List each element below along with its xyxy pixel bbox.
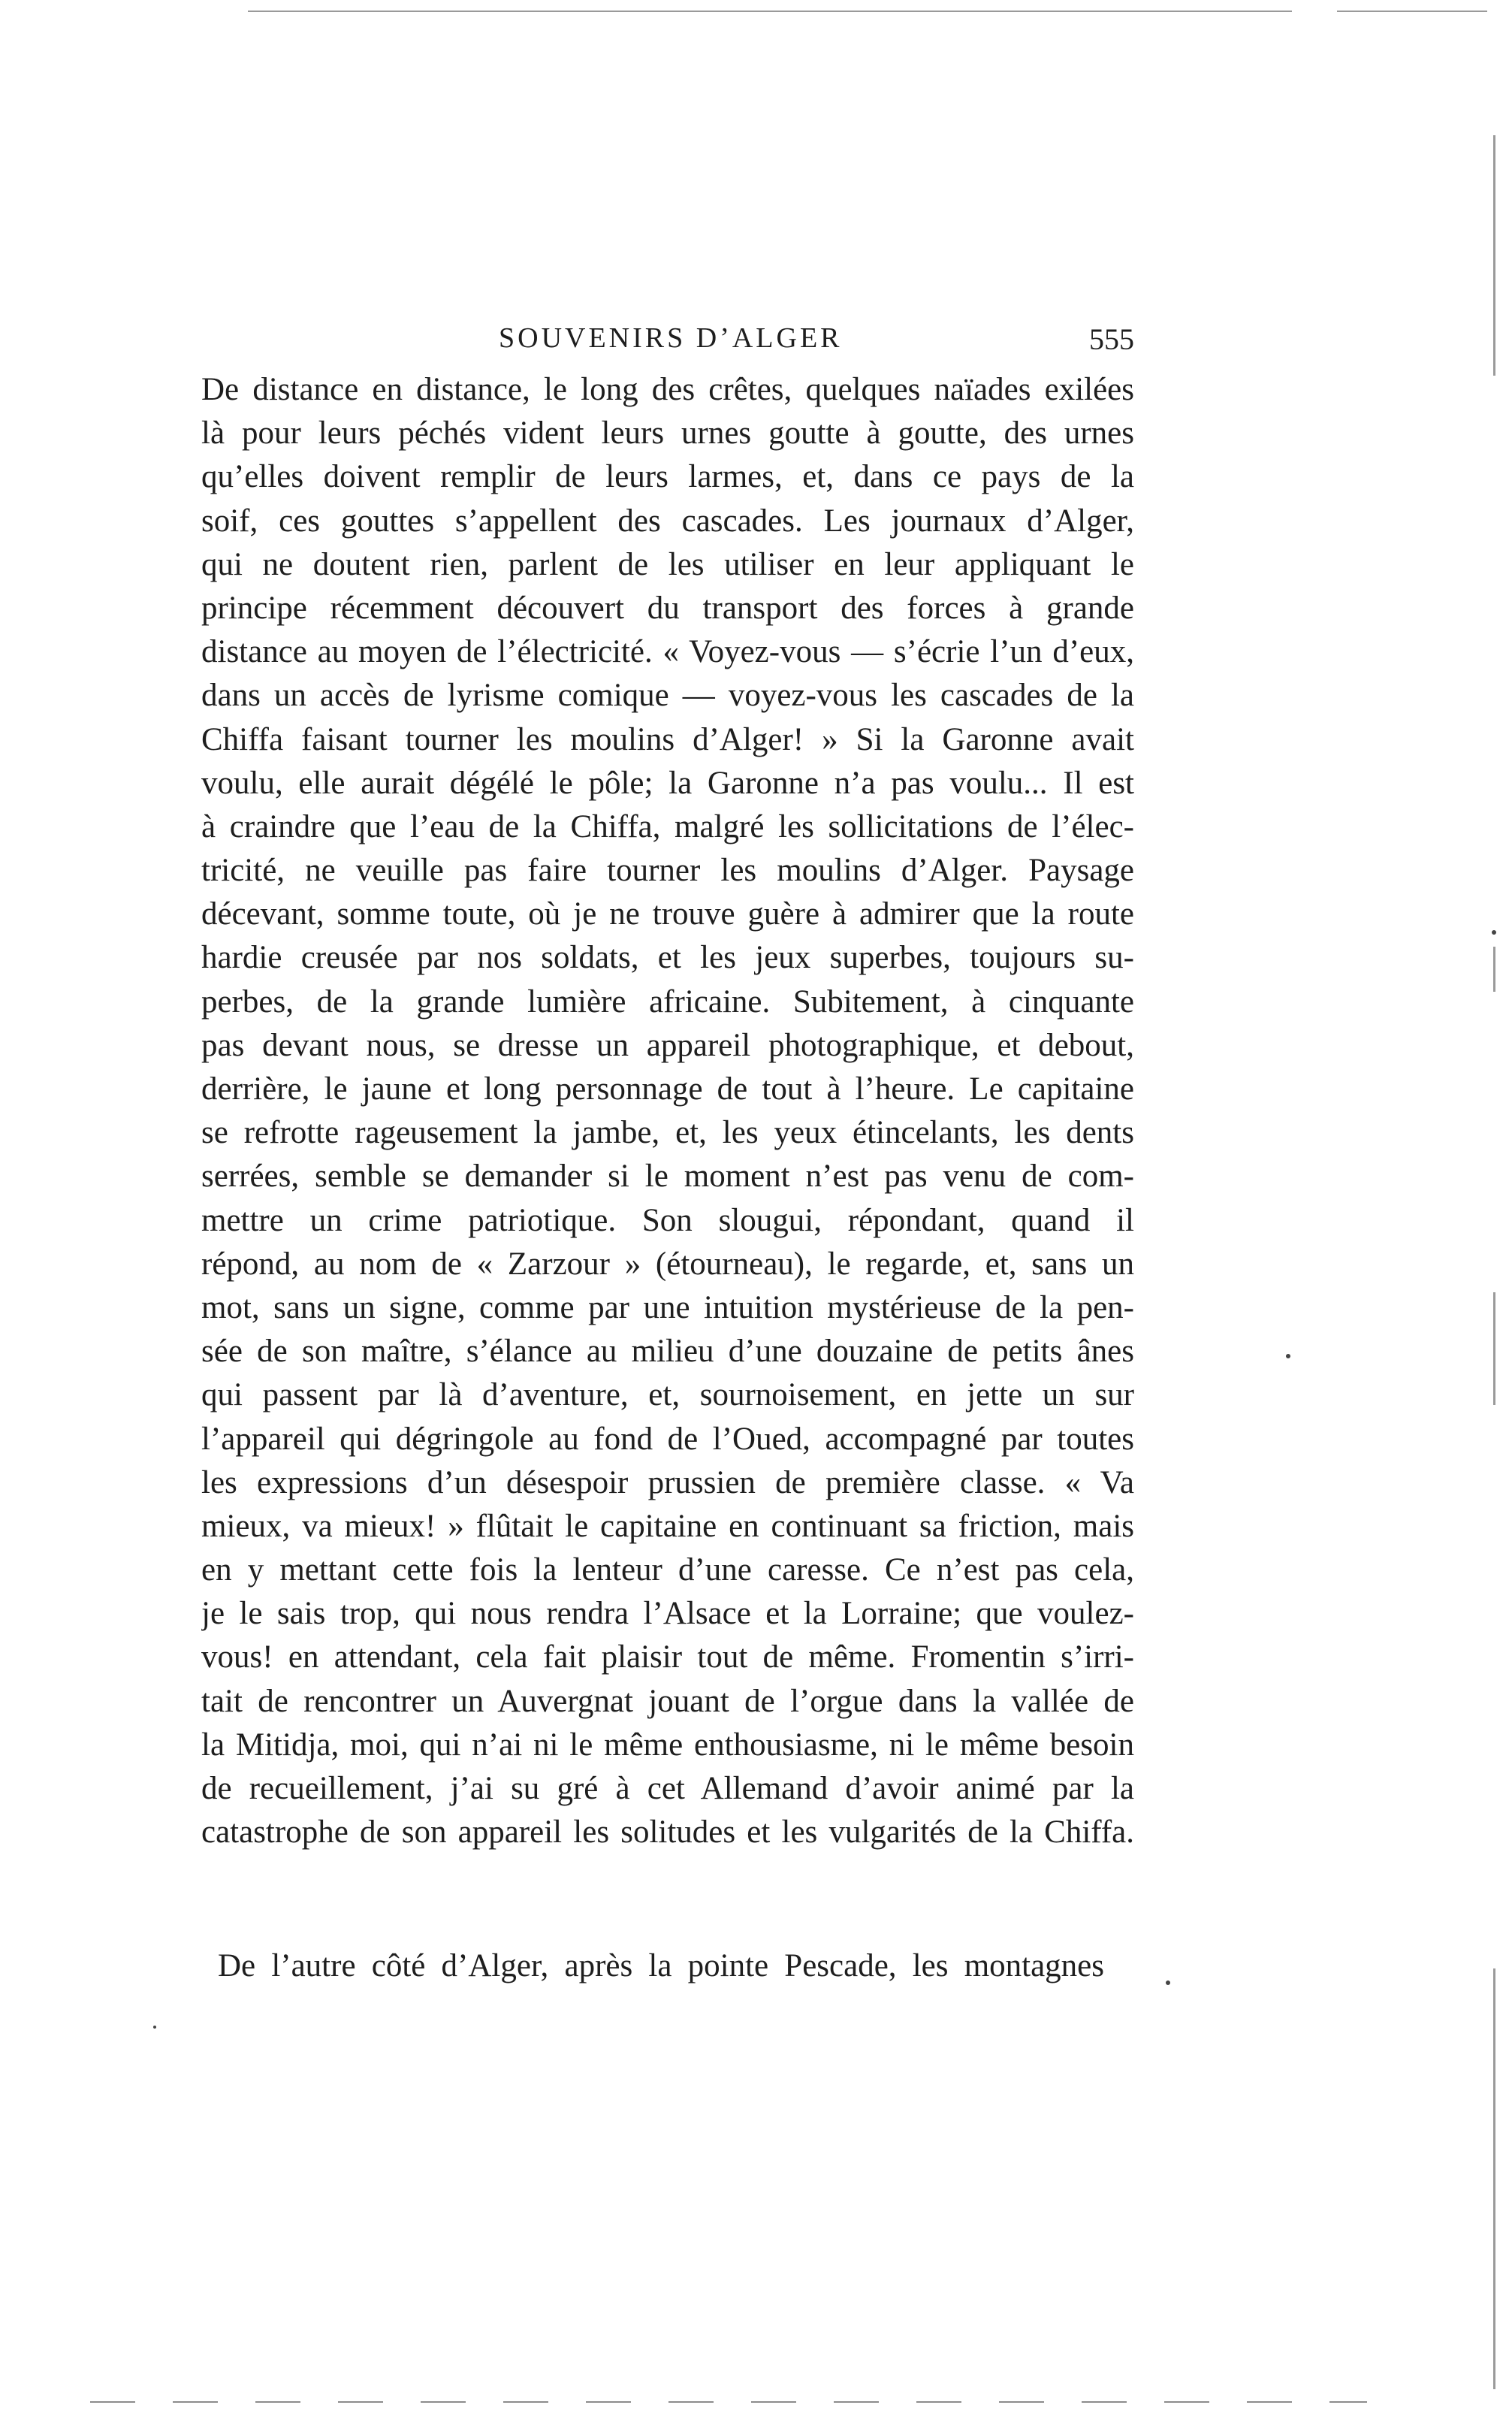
ink-speck: [1166, 1980, 1170, 1985]
text-line: de recueillement, j’ai su gré à cet Allemand d’avoir animé par la: [201, 1771, 1134, 1806]
next-paragraph-opening: De l’autre côté d’Alger, après la pointe Pescade, les montagnes: [218, 1948, 1104, 1983]
body-paragraph: [201, 368, 1134, 1854]
binding-edge: [1493, 1968, 1495, 2389]
text-line: soif, ces gouttes s’appellent des cascades. Les journaux d’Alger,: [201, 503, 1134, 539]
text-line: les expressions d’un désespoir prussien de première classe. « Va: [201, 1464, 1134, 1500]
scan-top-edge: [248, 11, 1292, 12]
text-line: mot, sans un signe, comme par une intuition mystérieuse de la pen-: [201, 1289, 1134, 1325]
text-line: vous! en attendant, cela fait plaisir tout de même. Fromentin s’irri-: [201, 1639, 1134, 1675]
page-number: 555: [1089, 322, 1134, 356]
text-line: qui ne doutent rien, parlent de les utiliser en leur appliquant le: [201, 546, 1134, 582]
ink-speck: [153, 2026, 156, 2029]
text-line: mettre un crime patriotique. Son slougui, répondant, quand il: [201, 1202, 1134, 1238]
text-line: perbes, de la grande lumière africaine. Subitement, à cinquante: [201, 983, 1134, 1020]
text-line: distance au moyen de l’électricité. « Voyez-vous — s’écrie l’un d’eux,: [201, 634, 1134, 670]
binding-edge: [1493, 135, 1495, 376]
text-line: derrière, le jaune et long personnage de tout à l’heure. Le capitaine: [201, 1071, 1134, 1107]
text-line: à craindre que l’eau de la Chiffa, malgré les sollicitations de l’élec-: [201, 808, 1134, 844]
binding-edge: [1493, 1292, 1495, 1405]
text-line: pas devant nous, se dresse un appareil photographique, et debout,: [201, 1027, 1134, 1063]
text-line-last: catastrophe de son appareil les solitudes et les vulgarités de la Chiffa.: [201, 1814, 1134, 1851]
binding-edge: [1493, 947, 1495, 992]
text-line: tait de rencontrer un Auvergnat jouant de l’orgue dans la vallée de: [201, 1683, 1134, 1719]
text-line: là pour leurs péchés vident leurs urnes goutte à goutte, des urnes: [201, 415, 1134, 452]
text-line: décevant, somme toute, où je ne trouve guère à admirer que la route: [201, 896, 1134, 932]
text-line: qu’elles doivent remplir de leurs larmes, et, dans ce pays de la: [201, 459, 1134, 495]
running-title: SOUVENIRS D’ALGER: [499, 322, 843, 354]
scan-top-edge-fragment: [1337, 11, 1487, 12]
text-line: voulu, elle aurait dégélé le pôle; la Garonne n’a pas voulu... Il est: [201, 765, 1134, 801]
text-line: sée de son maître, s’élance au milieu d’une douzaine de petits ânes: [201, 1334, 1134, 1370]
text-line: répond, au nom de « Zarzour » (étourneau), le regarde, et, sans un: [201, 1246, 1134, 1282]
text-line: De distance en distance, le long des crêtes, quelques naïades exilées: [201, 372, 1134, 407]
text-line: Chiffa faisant tourner les moulins d’Alger! » Si la Garonne avait: [201, 721, 1134, 757]
running-header: [201, 316, 1134, 361]
text-line: qui passent par là d’aventure, et, sournoisement, en jette un sur: [201, 1377, 1134, 1413]
text-line: hardie creusée par nos soldats, et les jeux superbes, toujours su-: [201, 940, 1134, 976]
text-line: se refrotte rageusement la jambe, et, les yeux étincelants, les dents: [201, 1115, 1134, 1151]
scan-bottom-edge: [90, 2401, 1367, 2403]
text-line: serrées, semble se demander si le moment n’est pas venu de com-: [201, 1159, 1134, 1195]
text-line: je le sais trop, qui nous rendra l’Alsace et la Lorraine; que voulez-: [201, 1596, 1134, 1632]
text-line: tricité, ne veuille pas faire tourner les moulins d’Alger. Paysage: [201, 853, 1134, 889]
text-line: en y mettant cette fois la lenteur d’une caresse. Ce n’est pas cela,: [201, 1552, 1134, 1588]
text-line: la Mitidja, moi, qui n’ai ni le même enthousiasme, ni le même besoin: [201, 1727, 1134, 1763]
ink-speck: [1492, 930, 1496, 935]
text-line: mieux, va mieux! » flûtait le capitaine en continuant sa friction, mais: [201, 1508, 1134, 1544]
text-line: principe récemment découvert du transport des forces à grande: [201, 590, 1134, 626]
text-line: l’appareil qui dégringole au fond de l’Oued, accompagné par toutes: [201, 1421, 1134, 1457]
ink-speck: [1286, 1354, 1290, 1358]
text-line: dans un accès de lyrisme comique — voyez-vous les cascades de la: [201, 678, 1134, 714]
